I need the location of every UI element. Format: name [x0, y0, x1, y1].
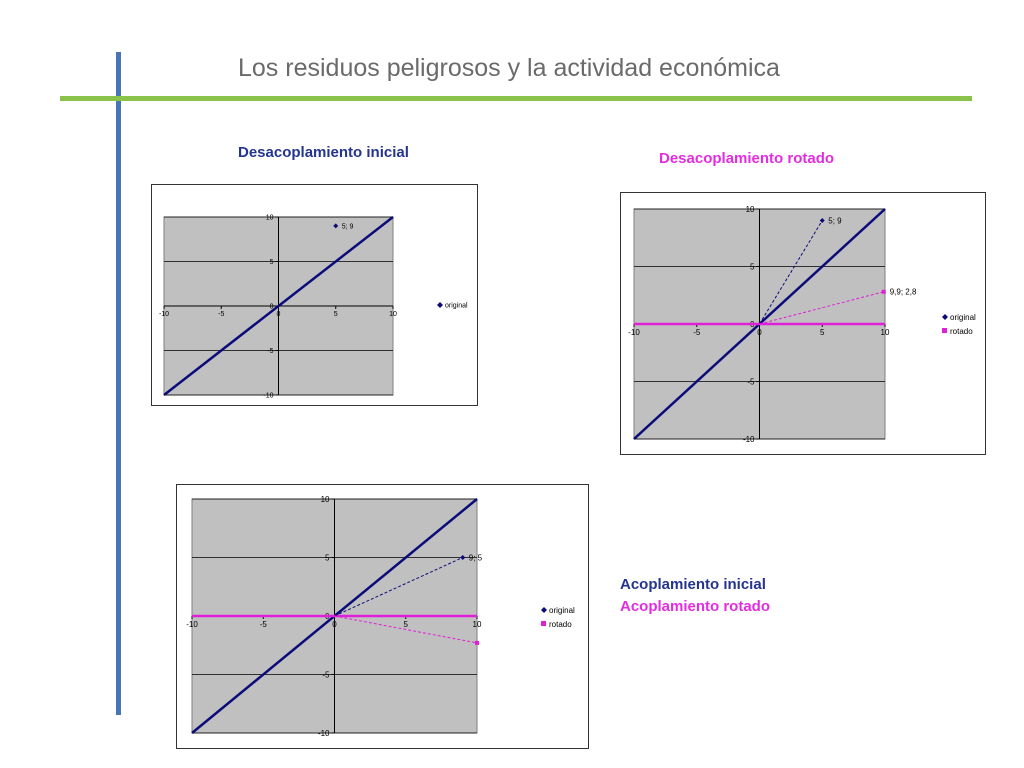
chart2-title: Desacoplamiento rotado — [659, 150, 835, 167]
y-tick-label: 10 — [265, 214, 274, 222]
y-tick-label: 0 — [269, 303, 274, 311]
legend-marker-rotado — [541, 621, 546, 626]
y-tick-label: 0 — [750, 319, 755, 329]
legend-marker-rotado — [942, 328, 947, 333]
accent-horizontal-bar — [60, 96, 972, 101]
data-label: 5; 9 — [828, 216, 842, 226]
data-point-rotado — [475, 641, 479, 645]
x-tick-label: 5 — [820, 328, 825, 337]
x-tick-label: 0 — [332, 620, 337, 629]
y-tick-label: -10 — [317, 728, 330, 738]
x-tick-label: 0 — [757, 328, 762, 337]
data-label: 9,9; 2,8 — [889, 287, 917, 297]
chart1-title: Desacoplamiento inicial — [238, 144, 409, 161]
y-tick-label: -5 — [267, 347, 274, 355]
x-tick-label: -5 — [693, 328, 701, 337]
chart1-svg — [152, 185, 477, 405]
y-tick-label: -5 — [747, 377, 755, 387]
chart3-title-rotated: Acoplamiento rotado — [620, 598, 771, 615]
x-tick-label: -10 — [186, 620, 198, 629]
y-tick-label: 0 — [325, 611, 330, 621]
x-tick-label: 5 — [333, 311, 338, 318]
y-tick-label: 10 — [745, 204, 755, 214]
legend-label-rotado: rotado — [950, 326, 973, 336]
legend-label-rotado: rotado — [549, 619, 572, 629]
legend-label-original: original — [549, 605, 575, 615]
y-tick-label: 10 — [320, 494, 330, 504]
chart3-title-initial: Acoplamiento inicial — [620, 576, 766, 593]
chart-acoplamiento — [176, 484, 589, 749]
chart-desacoplamiento-inicial — [151, 184, 478, 406]
x-tick-label: 0 — [276, 311, 281, 318]
x-tick-label: 10 — [472, 620, 482, 629]
y-tick-label: -10 — [742, 434, 755, 444]
chart-desacoplamiento-rotado — [620, 192, 986, 455]
legend-marker-original — [942, 314, 948, 320]
x-tick-label: 5 — [403, 620, 408, 629]
data-label: 5; 9 — [341, 223, 354, 231]
slide-title: Los residuos peligrosos y la actividad económica — [238, 54, 780, 82]
x-tick-label: -5 — [218, 311, 225, 318]
y-tick-label: 5 — [750, 262, 755, 272]
y-tick-label: -10 — [263, 392, 274, 400]
legend-marker-original — [541, 607, 547, 613]
y-tick-label: 5 — [269, 258, 274, 266]
x-tick-label: 10 — [880, 328, 890, 337]
x-tick-label: 10 — [389, 311, 397, 318]
y-tick-label: 5 — [325, 553, 330, 563]
x-tick-label: -5 — [259, 620, 267, 629]
accent-vertical-bar — [116, 52, 121, 715]
y-tick-label: -5 — [322, 670, 330, 680]
x-tick-label: -10 — [158, 311, 170, 318]
data-point-rotado — [882, 290, 886, 294]
chart3-svg — [177, 485, 588, 748]
legend-label-original: original — [445, 302, 468, 310]
data-label: 9; 5 — [468, 553, 483, 563]
legend-marker-original — [437, 302, 443, 308]
x-tick-label: -10 — [628, 328, 640, 337]
legend-label-original: original — [950, 312, 976, 322]
chart2-svg — [621, 193, 985, 454]
